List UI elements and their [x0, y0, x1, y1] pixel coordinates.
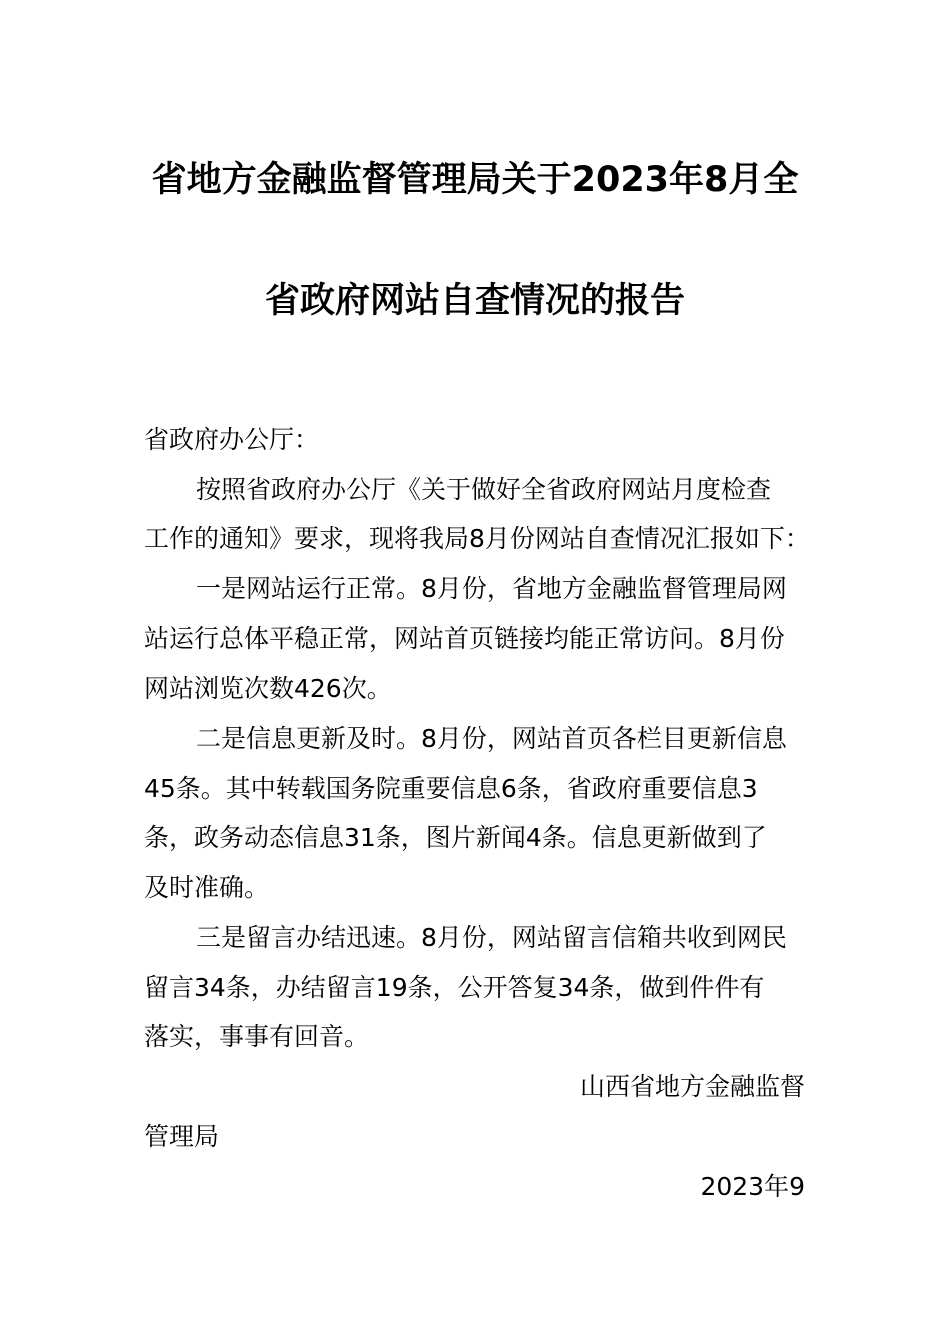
salutation: 省政府办公厅： [144, 425, 320, 454]
paragraph-line: 一是网站运行正常。8月份，省地方金融监督管理局网 [196, 574, 787, 603]
paragraph-line: 网站浏览次数426次。 [144, 674, 392, 703]
paragraph-line: 二是信息更新及时。8月份，网站首页各栏目更新信息 [196, 724, 787, 753]
document-title-line-2: 省政府网站自查情况的报告 [264, 281, 685, 321]
paragraph-line: 条，政务动态信息31条，图片新闻4条。信息更新做到了 [144, 823, 767, 852]
paragraph-line: 站运行总体平稳正常，网站首页链接均能正常访问。8月份 [144, 624, 785, 653]
signature-line-1: 山西省地方金融监督 [579, 1072, 805, 1101]
paragraph-line: 按照省政府办公厅《关于做好全省政府网站月度检查 [196, 475, 772, 504]
date-line: 2023年9 [700, 1172, 805, 1201]
paragraph-line: 留言34条，办结留言19条，公开答复34条，做到件件有 [144, 973, 765, 1002]
paragraph-line: 工作的通知》要求，现将我局8月份网站自查情况汇报如下： [144, 524, 810, 553]
paragraph-line: 三是留言办结迅速。8月份，网站留言信箱共收到网民 [196, 923, 787, 952]
signature-line-2: 管理局 [144, 1122, 220, 1151]
document-title-line-1: 省地方金融监督管理局关于2023年8月全 [151, 160, 799, 200]
paragraph-line: 落实，事事有回音。 [144, 1022, 370, 1051]
paragraph-line: 45条。其中转载国务院重要信息6条，省政府重要信息3 [144, 774, 758, 803]
paragraph-line: 及时准确。 [144, 873, 270, 902]
